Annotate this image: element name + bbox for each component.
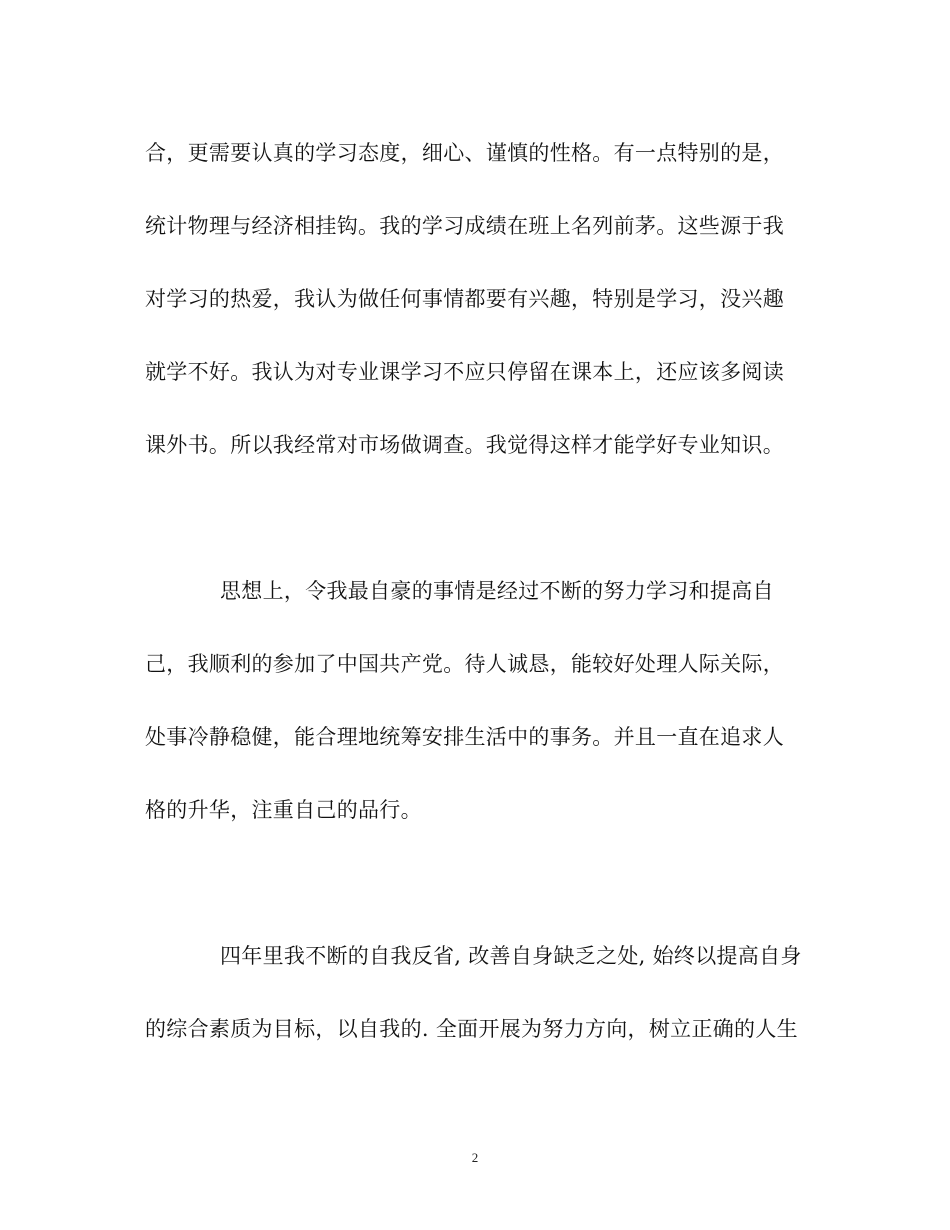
page-number: 2 bbox=[471, 1150, 479, 1165]
text-line: 四年里我不断的自我反省, 改善自身缺乏之处, 始终以提高自身 bbox=[220, 944, 802, 968]
text-line: 思想上，令我最自豪的事情是经过不断的努力学习和提高自 bbox=[220, 579, 774, 603]
text-line: 对学习的热爱，我认为做任何事情都要有兴趣，特别是学习，没兴趣 bbox=[145, 287, 784, 311]
text-line: 格的升华，注重自己的品行。 bbox=[145, 798, 422, 822]
text-line: 合，更需要认真的学习态度，细心、谨慎的性格。有一点特别的是， bbox=[145, 141, 784, 165]
text-line: 就学不好。我认为对专业课学习不应只停留在课本上，还应该多阅读 bbox=[145, 360, 784, 384]
text-line: 的综合素质为目标，以自我的. 全面开展为努力方向，树立正确的人生 bbox=[145, 1017, 798, 1041]
text-line: 课外书。所以我经常对市场做调查。我觉得这样才能学好专业知识。 bbox=[145, 433, 784, 457]
text-line: 处事冷静稳健，能合理地统筹安排生活中的事务。并且一直在追求人 bbox=[145, 725, 784, 749]
text-line: 己，我顺利的参加了中国共产党。待人诚恳，能较好处理人际关际， bbox=[145, 652, 784, 676]
text-line: 统计物理与经济相挂钩。我的学习成绩在班上名列前茅。这些源于我 bbox=[145, 214, 784, 238]
